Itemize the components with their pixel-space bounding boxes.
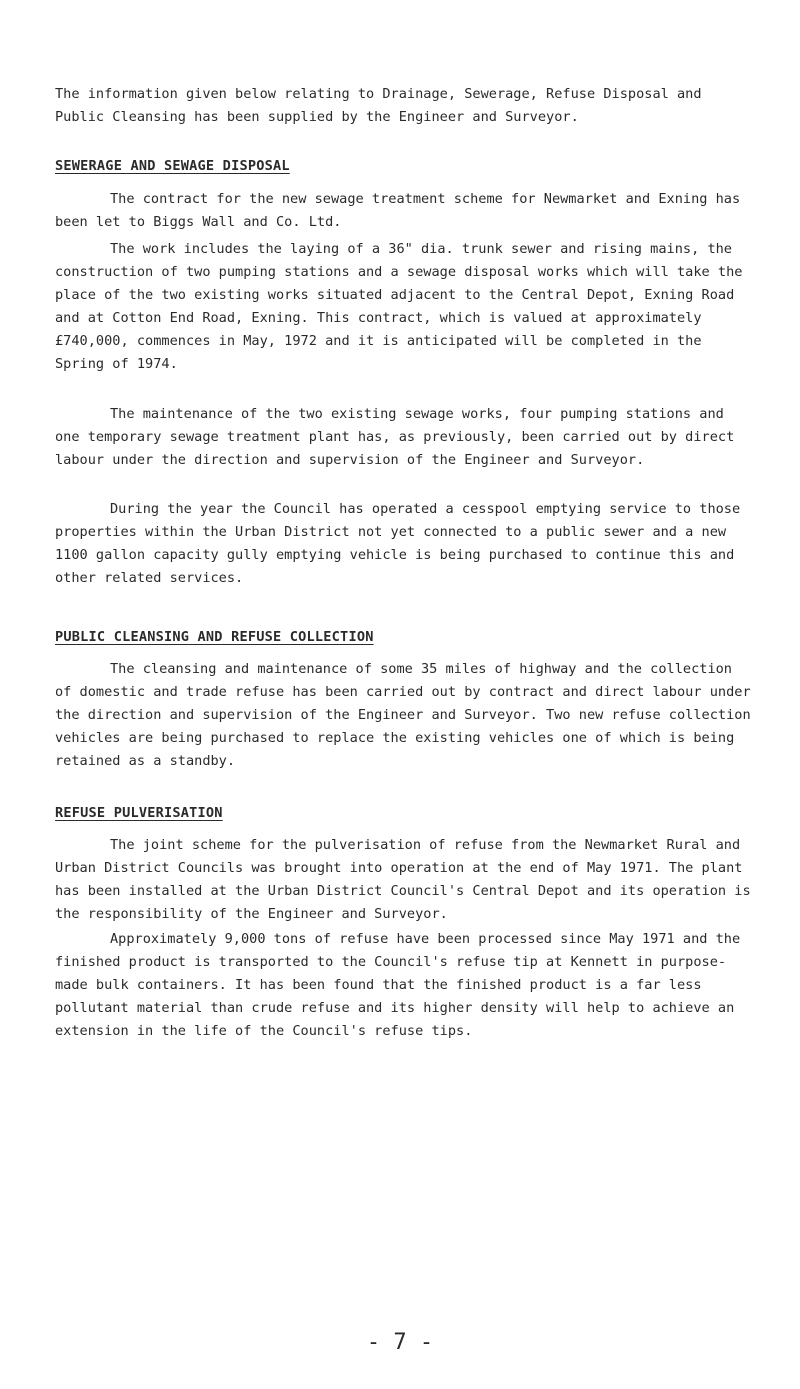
section-heading-public-cleansing: PUBLIC CLEANSING AND REFUSE COLLECTION <box>55 629 374 645</box>
sewerage-paragraph-4: During the year the Council has operated a cesspool emptying service to those properties within the Urban District not yet connected to a public sewer and a new 1100 gallon capacity gully emptying vehicle is being purchased to continue this and other related services. <box>55 501 741 586</box>
section-heading-refuse-pulverisation: REFUSE PULVERISATION <box>55 805 223 821</box>
sewerage-paragraph-3: The maintenance of the two existing sewage works, four pumping stations and one temporary sewage treatment plant has, as previously, been carried out by direct labour under the direction and supervision of the Engineer and Surveyor. <box>55 406 735 468</box>
section-heading-sewerage: SEWERAGE AND SEWAGE DISPOSAL <box>55 158 290 174</box>
cleansing-paragraph-1: The cleansing and maintenance of some 35 miles of highway and the collection of domestic and trade refuse has been carried out by contract and direct labour under the direction and supervision of the Engineer and Surveyor. Two new refuse collection vehicles are being purchased to replace the existing vehicles one of which is being retained as a standby. <box>55 661 751 769</box>
page-number: - 7 - <box>366 1330 434 1355</box>
sewerage-paragraph-2: The work includes the laying of a 36" dia. trunk sewer and rising mains, the construction of two pumping stations and a sewage disposal works which will take the place of the two existing works situated adjacent to the Central Depot, Exning Road and at Cotton End Road, Exning. This contract, which is valued at approximately £740,000, commences in May, 1972 and it is anticipated will be completed in the Spring of 1974. <box>55 241 743 372</box>
intro-paragraph: The information given below relating to Drainage, Sewerage, Refuse Disposal and Public Cleansing has been supplied by the Engineer and Surveyor. <box>55 86 702 125</box>
sewerage-paragraph-1: The contract for the new sewage treatment scheme for Newmarket and Exning has been let to Biggs Wall and Co. Ltd. <box>55 191 741 230</box>
pulverisation-paragraph-1: The joint scheme for the pulverisation of refuse from the Newmarket Rural and Urban District Councils was brought into operation at the end of May 1971. The plant has been installed at the Urban District Council's Central Depot and its operation is the responsibility of the Engineer and Surveyor. <box>55 837 751 922</box>
pulverisation-paragraph-2: Approximately 9,000 tons of refuse have been processed since May 1971 and the finished product is transported to the Council's refuse tip at Kennett in purpose-made bulk containers. It has been found that the finished product is a far less pollutant material than crude refuse and its higher density will help to achieve an extension in the life of the Council's refuse tips. <box>55 931 741 1039</box>
